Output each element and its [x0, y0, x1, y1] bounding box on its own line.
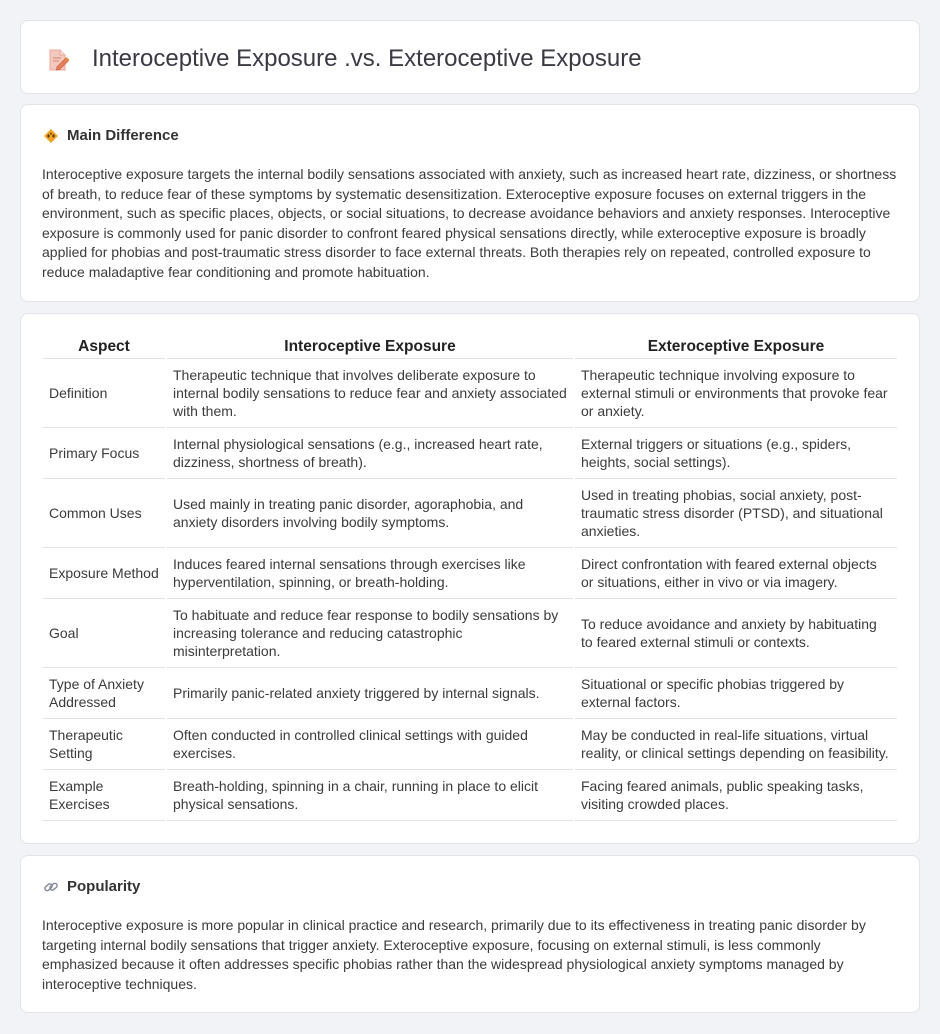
column-header-exteroceptive: Exteroceptive Exposure	[575, 334, 897, 359]
row-interoceptive: Often conducted in controlled clinical settings with guided exercises.	[167, 719, 573, 770]
popularity-heading	[43, 878, 140, 895]
row-exteroceptive: Used in treating phobias, social anxiety, post-traumatic stress disorder (PTSD), and situational anxieties.	[575, 479, 897, 548]
comparison-card	[20, 313, 920, 844]
row-aspect: Example Exercises	[43, 770, 165, 821]
popularity-card	[20, 855, 920, 1013]
row-exteroceptive: To reduce avoidance and anxiety by habituating to feared external stimuli or contexts.	[575, 599, 897, 668]
row-aspect: Definition	[43, 359, 165, 428]
row-exteroceptive: External triggers or situations (e.g., spiders, heights, social settings).	[575, 428, 897, 479]
header-card	[20, 20, 920, 94]
row-interoceptive: Breath-holding, spinning in a chair, running in place to elicit physical sensations.	[167, 770, 573, 821]
row-aspect: Type of Anxiety Addressed	[43, 668, 165, 719]
row-aspect: Therapeutic Setting	[43, 719, 165, 770]
row-aspect: Primary Focus	[43, 428, 165, 479]
page-title: Interoceptive Exposure .vs. Exteroceptive Exposure	[92, 45, 642, 72]
table-row	[43, 479, 897, 548]
diamond-shapes-icon	[43, 128, 59, 144]
main-difference-title: Main Difference	[67, 127, 179, 144]
table-header-row	[43, 334, 897, 359]
comparison-table	[41, 334, 899, 821]
row-exteroceptive: Direct confrontation with feared external objects or situations, either in vivo or via imagery.	[575, 548, 897, 599]
popularity-title: Popularity	[67, 878, 141, 895]
row-interoceptive: Internal physiological sensations (e.g., increased heart rate, dizziness, shortness of breath).	[167, 428, 573, 479]
row-exteroceptive: Situational or specific phobias triggered by external factors.	[575, 668, 897, 719]
main-difference-heading	[43, 127, 179, 144]
row-exteroceptive: May be conducted in real-life situations, virtual reality, or clinical settings depending on feasibility.	[575, 719, 897, 770]
row-exteroceptive: Facing feared animals, public speaking tasks, visiting crowded places.	[575, 770, 897, 821]
row-aspect: Exposure Method	[43, 548, 165, 599]
table-row	[43, 359, 897, 428]
table-row	[43, 599, 897, 668]
table-row	[43, 548, 897, 599]
row-interoceptive: Used mainly in treating panic disorder, agoraphobia, and anxiety disorders involving bodily symptoms.	[167, 479, 573, 548]
table-row	[43, 668, 897, 719]
document-edit-icon	[47, 48, 69, 72]
popularity-text: Interoceptive exposure is more popular in clinical practice and research, primarily due to its effectiveness in treating panic disorder by targeting internal bodily sensations that trigger anxiety. Exteroceptive exposure, focusing on external stimuli, is less commonly emphasized because it often addresses specific phobias rather than the widespread physiological anxiety symptoms managed by interoceptive techniques.	[42, 917, 866, 992]
table-row	[43, 719, 897, 770]
main-difference-text: Interoceptive exposure targets the internal bodily sensations associated with anxiety, such as increased heart rate, dizziness, or shortness of breath, to reduce fear of these symptoms by systematic desensitization. Exteroceptive exposure focuses on external triggers in the environment, such as specific places, objects, or social situations, to decrease avoidance behaviors and anxiety responses. Interoceptive exposure is commonly used for panic disorder to confront feared physical sensations directly, while exteroceptive exposure is broadly applied for phobias and post-traumatic stress disorder to face external threats. Both therapies rely on repeated, controlled exposure to reduce maladaptive fear conditioning and promote habituation.	[42, 166, 897, 280]
row-interoceptive: Therapeutic technique that involves deliberate exposure to internal bodily sensations to reduce fear and anxiety associated with them.	[167, 359, 573, 428]
row-interoceptive: Induces feared internal sensations through exercises like hyperventilation, spinning, or breath-holding.	[167, 548, 573, 599]
row-exteroceptive: Therapeutic technique involving exposure to external stimuli or environments that provoke fear or anxiety.	[575, 359, 897, 428]
link-icon	[43, 879, 59, 895]
row-aspect: Goal	[43, 599, 165, 668]
column-header-interoceptive: Interoceptive Exposure	[167, 334, 573, 359]
table-row	[43, 428, 897, 479]
row-interoceptive: Primarily panic-related anxiety triggered by internal signals.	[167, 668, 573, 719]
column-header-aspect: Aspect	[43, 334, 165, 359]
row-interoceptive: To habituate and reduce fear response to bodily sensations by increasing tolerance and reducing catastrophic misinterpretation.	[167, 599, 573, 668]
table-row	[43, 770, 897, 821]
row-aspect: Common Uses	[43, 479, 165, 548]
main-difference-card	[20, 104, 920, 302]
